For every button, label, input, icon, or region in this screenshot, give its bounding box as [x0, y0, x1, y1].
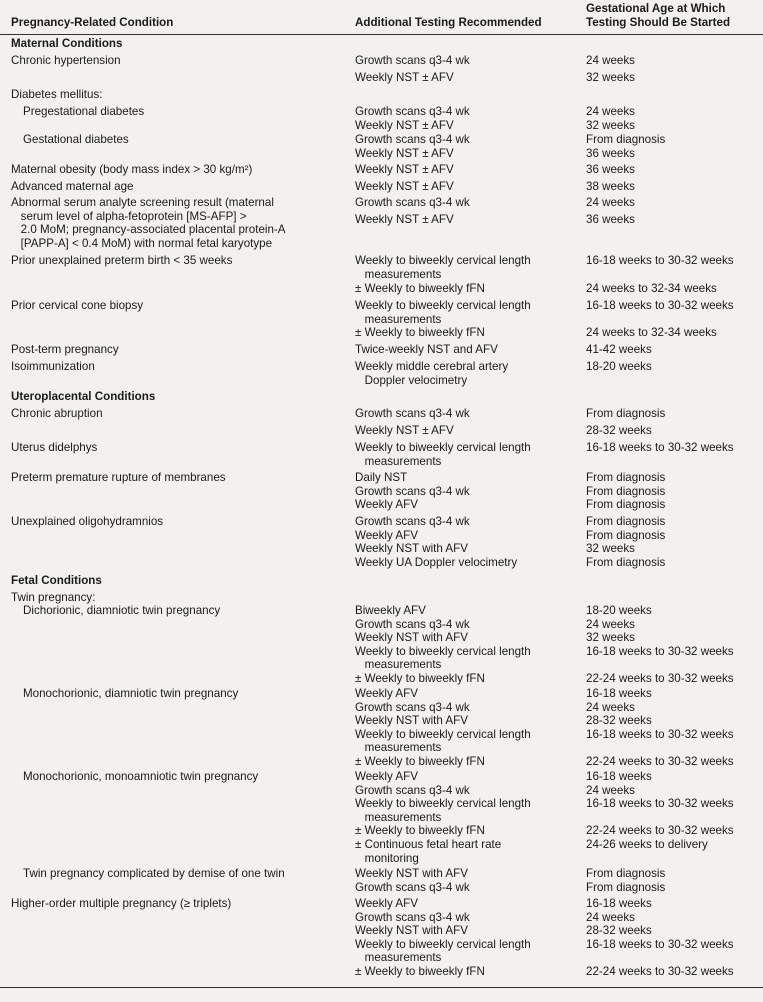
- gestational-age-cell: 24 weeks to 32-34 weeks: [586, 326, 717, 339]
- gestational-age-cell: 41-42 weeks: [586, 343, 652, 356]
- testing-cell: Growth scans q3-4 wk Weekly NST ± AFV: [355, 133, 470, 160]
- gestational-age-cell: From diagnosis From diagnosis: [586, 867, 666, 894]
- testing-cell: Daily NST Growth scans q3-4 wk Weekly AFV: [355, 471, 470, 512]
- gestational-age-cell: 36 weeks: [586, 163, 635, 176]
- gestational-age-cell: 24 weeks: [586, 54, 635, 67]
- condition-cell: Abnormal serum analyte screening result (maternal serum level of alpha-fetoprotein [MS-AFP] > 2.0 MoM; pregnancy-associated placental protein-A [PAPP-A] < 0.4 MoM) with normal fetal karyotype: [11, 196, 286, 250]
- testing-cell: Weekly to biweekly cervical length measurements: [355, 254, 531, 281]
- header-gestational-age-line2: Testing Should Be Started: [586, 16, 731, 29]
- condition-cell: Unexplained oligohydramnios: [11, 515, 164, 528]
- testing-cell: Growth scans q3-4 wk: [355, 196, 470, 209]
- testing-cell: Growth scans q3-4 wk Weekly NST ± AFV: [355, 105, 470, 132]
- section-heading: Uteroplacental Conditions: [11, 390, 156, 403]
- testing-cell: Weekly AFV Growth scans q3-4 wk Weekly NST with AFV Weekly to biweekly cervical length measurements ± Weekly to biweekly fFN: [355, 897, 531, 978]
- gestational-age-cell: 36 weeks: [586, 213, 635, 226]
- header-condition: Pregnancy-Related Condition: [11, 16, 174, 29]
- section-heading: Fetal Conditions: [11, 574, 102, 587]
- testing-cell: Growth scans q3-4 wk: [355, 54, 470, 67]
- condition-cell: Maternal obesity (body mass index > 30 kg/m²): [11, 163, 253, 176]
- gestational-age-cell: 16-18 weeks 24 weeks 28-32 weeks 16-18 weeks to 30-32 weeks 22-24 weeks to 30-32 weeks: [586, 687, 734, 768]
- header-testing: Additional Testing Recommended: [355, 16, 542, 29]
- condition-cell: Higher-order multiple pregnancy (≥ triplets): [11, 897, 232, 910]
- condition-cell: Twin pregnancy complicated by demise of one twin: [23, 867, 285, 880]
- gestational-age-cell: 16-18 weeks to 30-32 weeks: [586, 441, 734, 454]
- condition-cell: Twin pregnancy:: [11, 591, 96, 604]
- gestational-age-cell: 16-18 weeks 24 weeks 28-32 weeks 16-18 weeks to 30-32 weeks 22-24 weeks to 30-32 weeks: [586, 897, 734, 978]
- gestational-age-cell: 16-18 weeks 24 weeks 16-18 weeks to 30-32 weeks 22-24 weeks to 30-32 weeks 24-26 weeks to delivery: [586, 770, 734, 851]
- gestational-age-cell: 18-20 weeks 24 weeks 32 weeks 16-18 weeks to 30-32 weeks 22-24 weeks to 30-32 weeks: [586, 604, 734, 685]
- gestational-age-cell: 16-18 weeks to 30-32 weeks: [586, 254, 734, 267]
- testing-cell: Weekly AFV Growth scans q3-4 wk Weekly NST with AFV Weekly to biweekly cervical length measurements ± Weekly to biweekly fFN: [355, 687, 531, 768]
- gestational-age-cell: 24 weeks 32 weeks: [586, 105, 635, 132]
- testing-cell: Weekly NST ± AFV: [355, 213, 454, 226]
- testing-cell: ± Weekly to biweekly fFN: [355, 282, 485, 295]
- condition-cell: Prior cervical cone biopsy: [11, 299, 144, 312]
- condition-cell: Gestational diabetes: [23, 133, 129, 146]
- testing-cell: Biweekly AFV Growth scans q3-4 wk Weekly NST with AFV Weekly to biweekly cervical length measurements ± Weekly to biweekly fFN: [355, 604, 531, 685]
- condition-cell: Advanced maternal age: [11, 180, 134, 193]
- gestational-age-cell: 32 weeks: [586, 71, 635, 84]
- testing-cell: Weekly middle cerebral artery Doppler velocimetry: [355, 360, 509, 387]
- gestational-age-cell: From diagnosis From diagnosis From diagnosis: [586, 471, 666, 512]
- testing-cell: Weekly AFV Growth scans q3-4 wk Weekly to biweekly cervical length measurements ± Weekly to biweekly fFN ± Continuous fetal heart rate monitoring: [355, 770, 531, 865]
- gestational-age-cell: 18-20 weeks: [586, 360, 652, 373]
- condition-cell: Pregestational diabetes: [23, 105, 145, 118]
- testing-cell: Weekly NST ± AFV: [355, 163, 454, 176]
- gestational-age-cell: 38 weeks: [586, 180, 635, 193]
- gestational-age-cell: 16-18 weeks to 30-32 weeks: [586, 299, 734, 312]
- condition-cell: Uterus didelphys: [11, 441, 98, 454]
- testing-cell: Weekly NST ± AFV: [355, 424, 454, 437]
- testing-cell: Weekly NST ± AFV: [355, 180, 454, 193]
- table-header: [0, 0, 763, 35]
- condition-cell: Chronic hypertension: [11, 54, 121, 67]
- gestational-age-cell: 24 weeks to 32-34 weeks: [586, 282, 717, 295]
- header-gestational-age-line1: Gestational Age at Which: [586, 2, 726, 15]
- condition-cell: Diabetes mellitus:: [11, 88, 103, 101]
- testing-cell: Weekly to biweekly cervical length measurements: [355, 299, 531, 326]
- condition-cell: Dichorionic, diamniotic twin pregnancy: [23, 604, 221, 617]
- gestational-age-cell: From diagnosis 36 weeks: [586, 133, 666, 160]
- condition-cell: Prior unexplained preterm birth < 35 weeks: [11, 254, 233, 267]
- gestational-age-cell: 28-32 weeks: [586, 424, 652, 437]
- testing-cell: Growth scans q3-4 wk: [355, 407, 470, 420]
- condition-cell: Monochorionic, diamniotic twin pregnancy: [23, 687, 239, 700]
- testing-cell: Weekly to biweekly cervical length measurements: [355, 441, 531, 468]
- bottom-rule: [0, 987, 763, 988]
- condition-cell: Post-term pregnancy: [11, 343, 119, 356]
- gestational-age-cell: From diagnosis From diagnosis 32 weeks From diagnosis: [586, 515, 666, 569]
- testing-cell: ± Weekly to biweekly fFN: [355, 326, 485, 339]
- testing-cell: Weekly NST ± AFV: [355, 71, 454, 84]
- testing-cell: Weekly NST with AFV Growth scans q3-4 wk: [355, 867, 470, 894]
- condition-cell: Isoimmunization: [11, 360, 95, 373]
- condition-cell: Monochorionic, monoamniotic twin pregnancy: [23, 770, 259, 783]
- section-heading: Maternal Conditions: [11, 37, 123, 50]
- testing-cell: Growth scans q3-4 wk Weekly AFV Weekly NST with AFV Weekly UA Doppler velocimetry: [355, 515, 518, 569]
- condition-cell: Chronic abruption: [11, 407, 103, 420]
- gestational-age-cell: 24 weeks: [586, 196, 635, 209]
- condition-cell: Preterm premature rupture of membranes: [11, 471, 226, 484]
- testing-cell: Twice-weekly NST and AFV: [355, 343, 498, 356]
- gestational-age-cell: From diagnosis: [586, 407, 666, 420]
